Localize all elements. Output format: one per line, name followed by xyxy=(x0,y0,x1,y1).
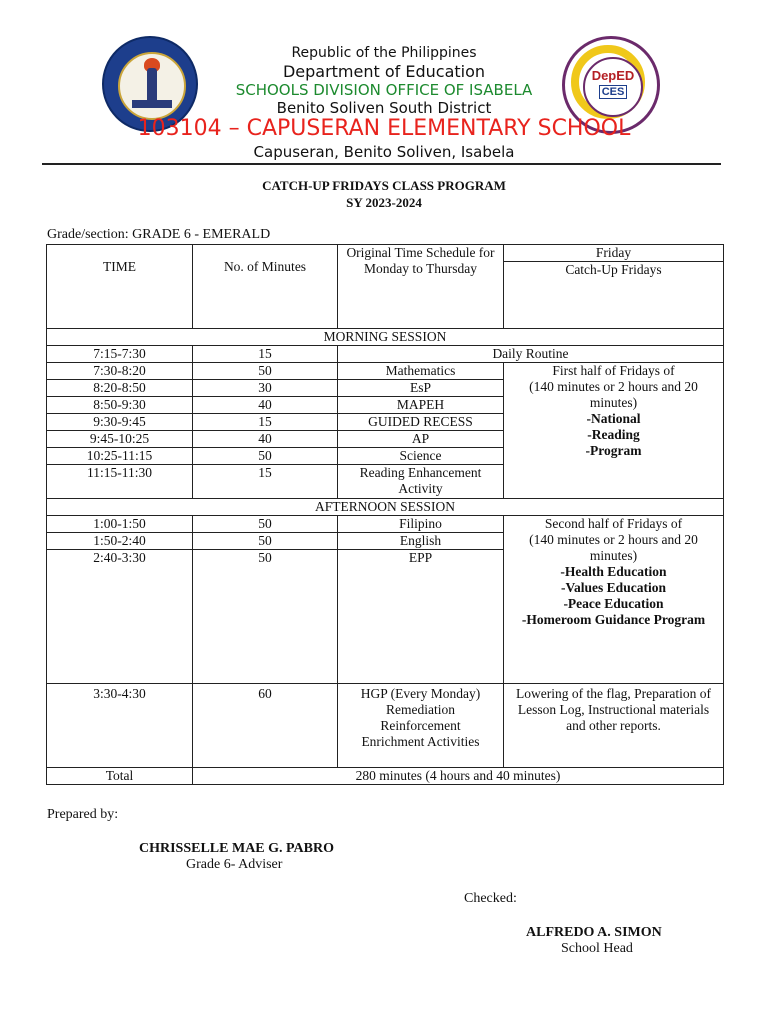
row-subject: Reading Enhancement Activity xyxy=(338,465,504,499)
header-division: SCHOOLS DIVISION OFFICE OF ISABELA xyxy=(235,81,533,99)
afternoon-session-label: AFTERNOON SESSION xyxy=(47,499,724,516)
header-time: TIME xyxy=(47,245,193,329)
morning-friday-line2: (140 minutes or 2 hours and 20 minutes) xyxy=(529,379,698,410)
header-minutes: No. of Minutes xyxy=(193,245,338,329)
row-subject: GUIDED RECESS xyxy=(338,414,504,431)
school-year: SY 2023-2024 xyxy=(346,195,422,210)
class-program-table xyxy=(46,244,724,785)
row-time: 1:50-2:40 xyxy=(47,533,193,550)
checked-label: Checked: xyxy=(464,891,517,906)
activity-line: Remediation xyxy=(386,702,455,717)
row-minutes: 40 xyxy=(193,431,338,448)
table-row xyxy=(47,516,724,533)
table-row xyxy=(47,346,724,363)
afternoon-friday-item: -Homeroom Guidance Program xyxy=(521,612,706,627)
row-subject: AP xyxy=(338,431,504,448)
afternoon-friday-cell xyxy=(504,516,724,684)
row-subject: English xyxy=(338,533,504,550)
row-minutes: 15 xyxy=(193,414,338,431)
row-minutes: 50 xyxy=(193,516,338,533)
seal-deped-text: DepED xyxy=(591,68,635,83)
row-time: 10:25-11:15 xyxy=(47,448,193,465)
row-friday-activities: Lowering of the flag, Preparation of Lesson Log, Instructional materials and other reports. xyxy=(504,684,724,768)
row-time: 9:45-10:25 xyxy=(47,431,193,448)
morning-session-label: MORNING SESSION xyxy=(47,329,724,346)
row-minutes: 50 xyxy=(193,533,338,550)
table-row xyxy=(47,363,724,380)
row-minutes: 50 xyxy=(193,363,338,380)
row-time: 8:50-9:30 xyxy=(47,397,193,414)
program-title: CATCH-UP FRIDAYS CLASS PROGRAM xyxy=(262,178,506,193)
row-subject: EPP xyxy=(338,550,504,684)
afternoon-friday-item: -Health Education xyxy=(560,564,667,579)
header-department: Department of Education xyxy=(282,62,486,81)
header-district: Benito Soliven South District xyxy=(276,99,492,117)
morning-friday-item: -National xyxy=(586,411,641,426)
preparer-role: Grade 6- Adviser xyxy=(186,857,283,872)
checker-role: School Head xyxy=(561,941,633,956)
prepared-by-label: Prepared by: xyxy=(47,807,119,822)
total-row xyxy=(47,768,724,785)
row-subject: Science xyxy=(338,448,504,465)
header-school-name: 103104 – CAPUSERAN ELEMENTARY SCHOOL xyxy=(137,116,631,141)
morning-friday-item: -Program xyxy=(585,443,642,458)
row-time: 11:15-11:30 xyxy=(47,465,193,499)
row-subject: MAPEH xyxy=(338,397,504,414)
afternoon-friday-item: -Peace Education xyxy=(563,596,664,611)
row-time: 1:00-1:50 xyxy=(47,516,193,533)
row-time: 2:40-3:30 xyxy=(47,550,193,684)
row-original-activities xyxy=(338,684,504,768)
morning-friday-line1: First half of Fridays of xyxy=(552,363,675,378)
row-minutes: 40 xyxy=(193,397,338,414)
header-friday: Friday xyxy=(504,245,724,262)
total-label: Total xyxy=(47,768,193,785)
morning-friday-item: -Reading xyxy=(587,427,640,442)
row-minutes: 60 xyxy=(193,684,338,768)
row-minutes: 15 xyxy=(193,346,338,363)
header-republic: Republic of the Philippines xyxy=(291,45,477,61)
row-subject: EsP xyxy=(338,380,504,397)
checker-name: ALFREDO A. SIMON xyxy=(526,925,662,940)
daily-routine: Daily Routine xyxy=(338,346,724,363)
header-original-schedule: Original Time Schedule for Monday to Thursday xyxy=(338,245,504,329)
activity-line: Enrichment Activities xyxy=(361,734,480,749)
row-minutes: 50 xyxy=(193,550,338,684)
morning-friday-cell xyxy=(504,363,724,499)
row-time: 8:20-8:50 xyxy=(47,380,193,397)
afternoon-friday-line1: Second half of Fridays of xyxy=(544,516,683,531)
seal-ces-text: CES xyxy=(599,85,628,99)
row-time: 7:30-8:20 xyxy=(47,363,193,380)
row-minutes: 30 xyxy=(193,380,338,397)
afternoon-friday-item: -Values Education xyxy=(561,580,666,595)
row-minutes: 50 xyxy=(193,448,338,465)
afternoon-friday-line2: (140 minutes or 2 hours and 20 minutes) xyxy=(529,532,698,563)
activity-line: Reinforcement xyxy=(380,718,461,733)
activity-line: HGP (Every Monday) xyxy=(360,686,481,701)
header-divider xyxy=(42,163,721,165)
row-minutes: 15 xyxy=(193,465,338,499)
header-catch-up-fridays: Catch-Up Fridays xyxy=(504,262,724,329)
header-address: Capuseran, Benito Soliven, Isabela xyxy=(253,143,515,161)
row-subject: Filipino xyxy=(338,516,504,533)
row-subject: Mathematics xyxy=(338,363,504,380)
row-time: 3:30-4:30 xyxy=(47,684,193,768)
total-value: 280 minutes (4 hours and 40 minutes) xyxy=(193,768,724,785)
table-row xyxy=(47,684,724,768)
row-time: 9:30-9:45 xyxy=(47,414,193,431)
preparer-name: CHRISSELLE MAE G. PABRO xyxy=(139,841,334,856)
grade-section: Grade/section: GRADE 6 - EMERALD xyxy=(47,227,271,242)
row-time: 7:15-7:30 xyxy=(47,346,193,363)
